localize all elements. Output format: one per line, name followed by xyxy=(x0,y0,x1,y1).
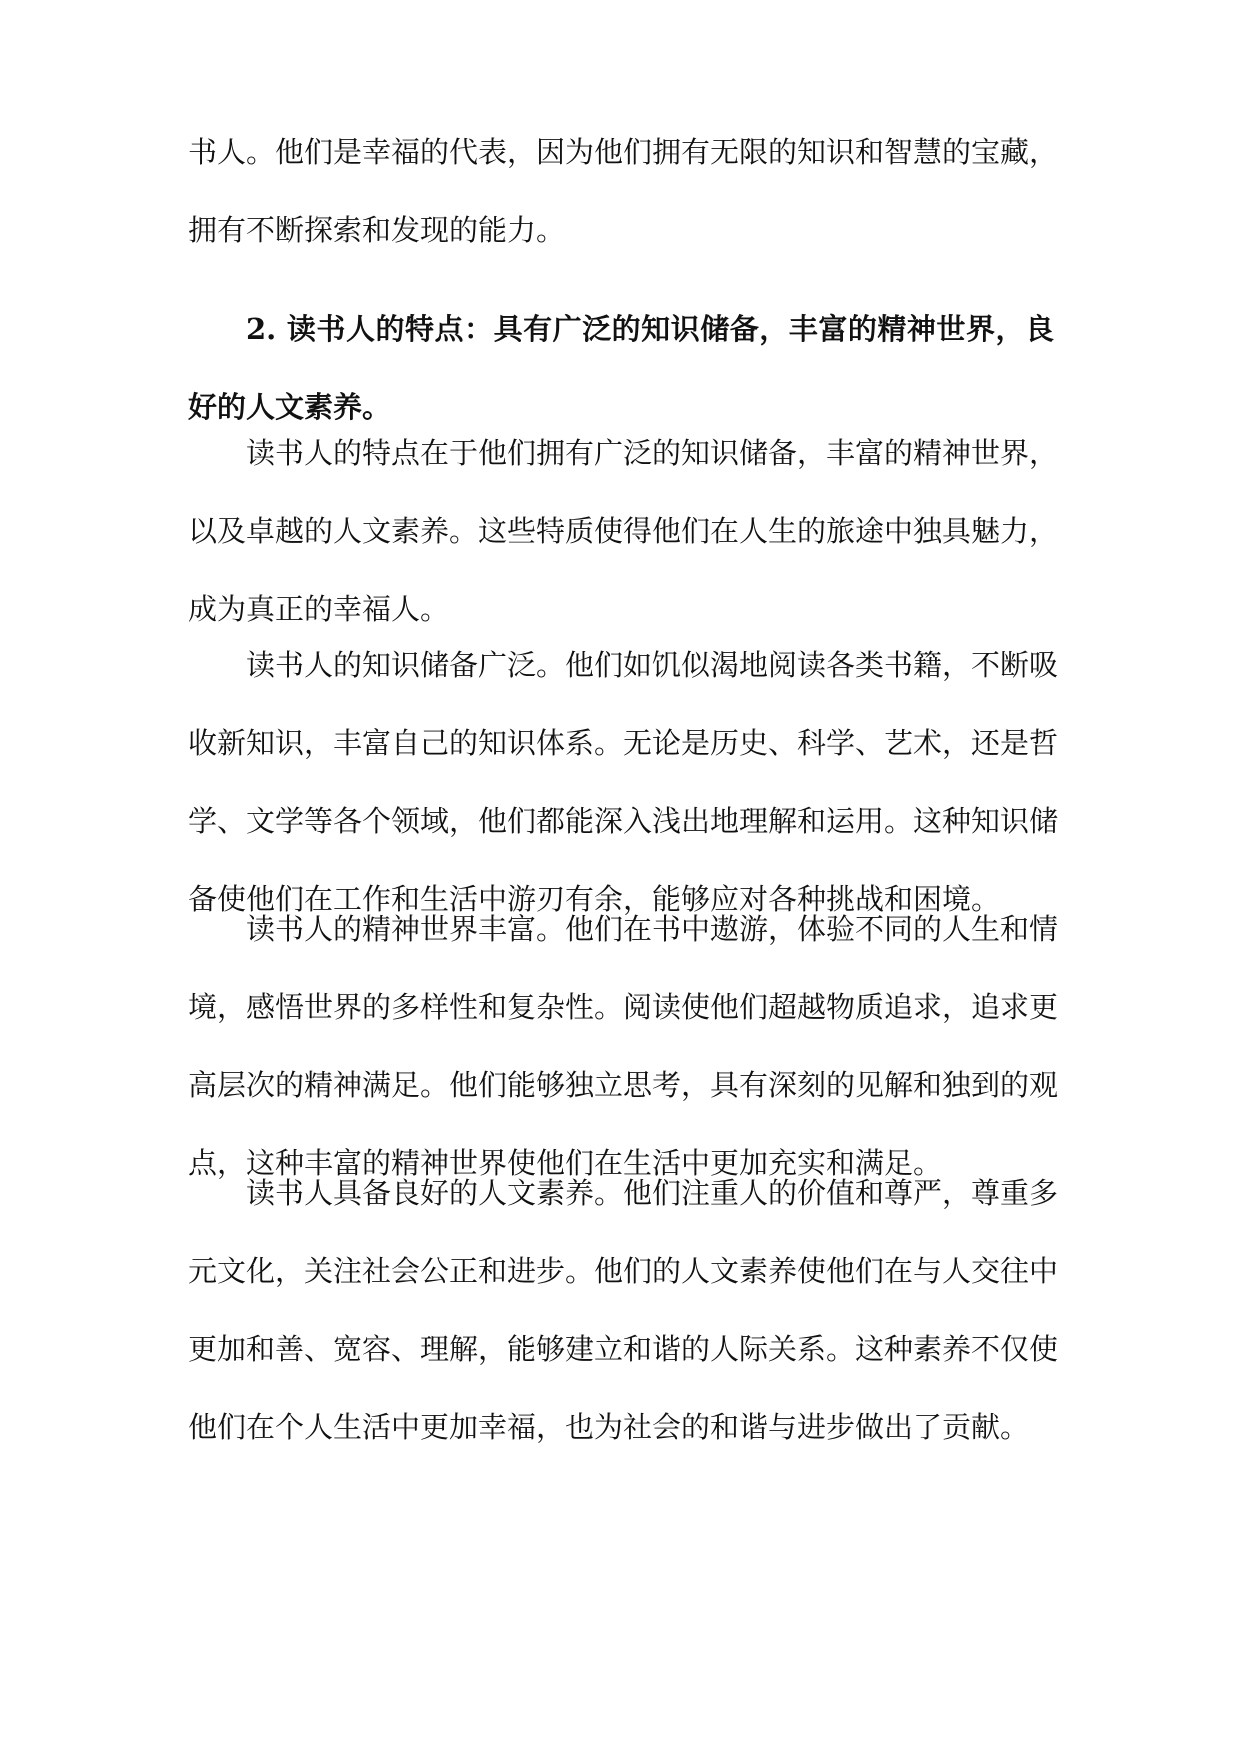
text-line: 学、文学等各个领域，他们都能深入浅出地理解和运用。这种知识储 xyxy=(188,804,1059,838)
text-line: 读书人的精神世界丰富。他们在书中遨游，体验不同的人生和情 xyxy=(246,912,1059,946)
text-line: 备使他们在工作和生活中游刃有余，能够应对各种挑战和困境。 xyxy=(188,882,1001,916)
text-line: 收新知识，丰富自己的知识体系。无论是历史、科学、艺术，还是哲 xyxy=(188,726,1059,760)
text-line: 以及卓越的人文素养。这些特质使得他们在人生的旅途中独具魅力， xyxy=(188,514,1059,548)
heading-line: 好的人文素养。 xyxy=(188,390,392,424)
heading-line: 2. 读书人的特点：具有广泛的知识储备，丰富的精神世界，良 xyxy=(246,312,1054,346)
text-line: 他们在个人生活中更加幸福，也为社会的和谐与进步做出了贡献。 xyxy=(188,1410,1030,1444)
text-line: 书人。他们是幸福的代表，因为他们拥有无限的知识和智慧的宝藏， xyxy=(188,135,1059,169)
paragraph-4 xyxy=(188,1154,1059,1466)
paragraph-1 xyxy=(188,414,1059,648)
continuation-paragraph xyxy=(188,113,1059,269)
text-line: 读书人的特点在于他们拥有广泛的知识储备，丰富的精神世界， xyxy=(246,436,1059,470)
text-line: 元文化，关注社会公正和进步。他们的人文素养使他们在与人交往中 xyxy=(188,1254,1059,1288)
text-line: 点，这种丰富的精神世界使他们在生活中更加充实和满足。 xyxy=(188,1146,943,1180)
text-line: 高层次的精神满足。他们能够独立思考，具有深刻的见解和独到的观 xyxy=(188,1068,1059,1102)
text-line: 更加和善、宽容、理解，能够建立和谐的人际关系。这种素养不仅使 xyxy=(188,1332,1059,1366)
text-line: 拥有不断探索和发现的能力。 xyxy=(188,213,566,247)
text-line: 读书人具备良好的人文素养。他们注重人的价值和尊严，尊重多 xyxy=(246,1176,1059,1210)
text-line: 境，感悟世界的多样性和复杂性。阅读使他们超越物质追求，追求更 xyxy=(188,990,1059,1024)
text-line: 读书人的知识储备广泛。他们如饥似渴地阅读各类书籍，不断吸 xyxy=(246,648,1059,682)
text-line: 成为真正的幸福人。 xyxy=(188,592,450,626)
